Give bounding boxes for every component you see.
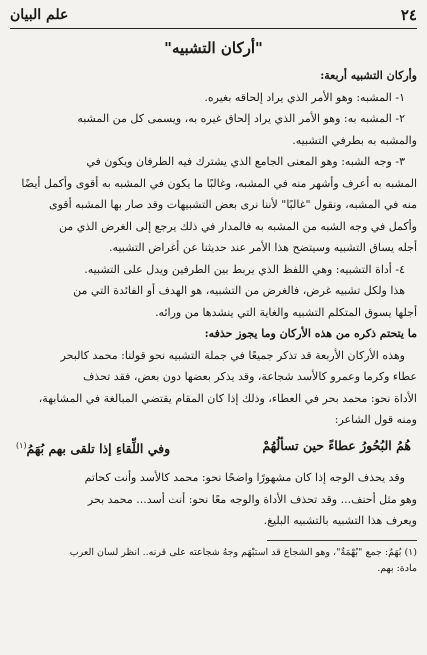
footnote-line-1: (١) بُهَمٌ: جمع "بُهْمَةٌ"، وهو الشجاع قد استبْهَم وجهُ شجاعته على قرنه.. انظر لسان العرب [69,546,417,558]
item-2-line-1: ٢- المشبه به: وهو الأمر الذي يراد إلحاق غيره به، ويسمى كل من المشبه [77,112,405,125]
page-number: ٢٤ [400,6,417,24]
footnote-line-2: مادة: بهم. [377,562,417,574]
paragraph-2-line-4: ومنه قول الشاعر: [334,413,417,426]
poem-hemistich-2-wrap [16,435,170,460]
paragraph-1-line-2: أجلها يسوق المتكلم التشبيه والغاية التي ينشدها من ورائه. [155,305,417,319]
paragraph-2-line-2: عطاء وكرما وعمرو كالأسد شجاعة، وقد يذكر بعضها دون بعض، فقد تحذف [82,370,417,383]
item-3-line-5: أجله يساق التشبيه وسيتضح هذا الأمر عند حديثنا عن أغراض التشبيه. [109,241,417,254]
item-3-line-4: وأكمل في وجه الشبه من المشبه به فالمدار في ذلك يرجع إلى الغرض الذي من [58,219,417,233]
running-title: علم البيان [10,7,69,23]
intro-line: وأركان التشبيه أربعة: [320,69,417,82]
paragraph-2-line-1: وهذه الأركان الأربعة قد تذكر جميعًا في جملة التشبيه نحو قولنا: محمد كالبحر [60,348,405,362]
paragraph-3-line-2: وهو مثل أحنف... وقد تحذف الأداة والوجه معًا نحو: أنت أسد... محمد بحر [87,492,417,506]
subheading: ما يتحتم ذكره من هذه الأركان وما يجوز حذفه: [204,327,417,340]
poem-hemistich-2: وفي اللِّقاءِ إذا تلقى بهم بُهَمُ [26,440,171,456]
item-3-line-3: منه في المشبه، ونقول "غالبًا" لأننا نرى بعض التشبيهات وقد صار بها المشبه أقوى [49,198,417,211]
footnote [10,545,417,577]
poem-verse [10,435,417,460]
footnote-reference[interactable]: (١) [16,440,27,450]
poem-hemistich-1: هُمُ البُحُورُ عطاءً حين تسألُهُمْ [262,437,411,453]
item-2-line-2: والمشبه به بطرفي التشبيه. [292,133,417,147]
item-3-line-2: المشبه به أعرف وأشهر منه في المشبه، وغالبًا ما يكون في المشبه به أقوى وأكمل أيضًا [21,176,417,190]
page-body [10,65,417,532]
item-3-line-1: ٣- وجه الشبه: وهو المعنى الجامع الذي يشترك فيه الطرفان ويكون في [86,155,405,168]
item-4: ٤- أداة التشبيه: وهي اللفظ الذي يربط بين الطرفين ويدل على التشبيه. [84,262,405,276]
footnote-divider [267,540,417,541]
page-header [10,4,417,29]
section-title: "أركان التشبيه" [164,39,263,57]
paragraph-3-line-1: وقد يحذف الوجه إذا كان مشهورًا واضحًا نحو: محمد كالأسد وأنت كحاتم [84,471,405,485]
item-1: ١- المشبه: وهو الأمر الذي يراد إلحاقه بغيره. [204,90,405,104]
paragraph-2-line-3: الأداة نحو: محمد بحر في العطاء، وذلك إذا كان المقام يقتضي المبالغة في المشابهة، [38,391,417,405]
paragraph-3-line-3: ويعرف هذا التشبيه بالتشبيه البليغ. [263,514,417,528]
paragraph-1-line-1: هذا ولكل تشبيه غرض، فالغرض من التشبيه، هو الهدف أو الفائدة التي من [73,284,405,297]
